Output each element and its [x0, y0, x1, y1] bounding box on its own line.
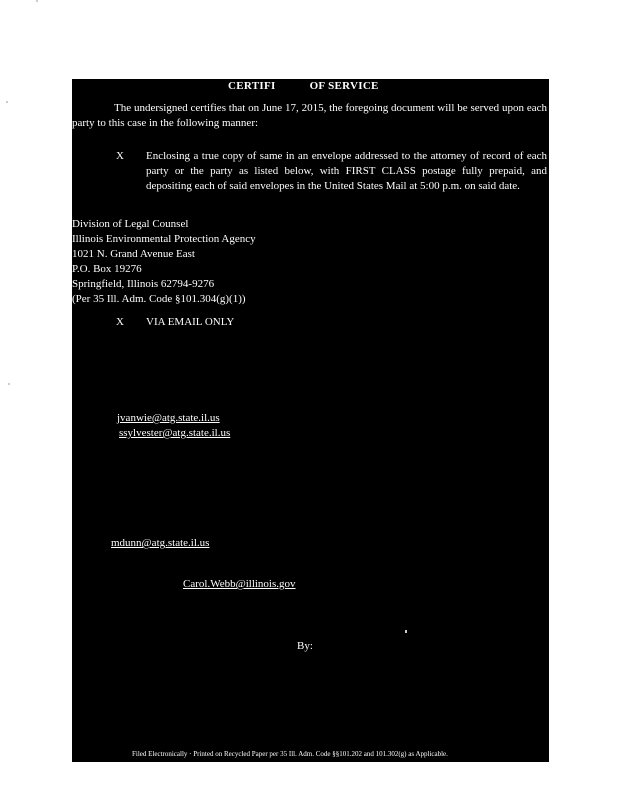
title-part-1: CERTIFI — [228, 80, 276, 92]
email-link[interactable]: jvanwie@atg.state.il.us — [117, 412, 220, 424]
address-line: 1021 N. Grand Avenue East — [72, 248, 195, 260]
mail-method-mark: X — [116, 150, 124, 162]
title-part-2: OF SERVICE — [309, 80, 379, 92]
scan-mark — [405, 630, 407, 633]
address-line: P.O. Box 19276 — [72, 263, 142, 275]
footer-note: Filed Electronically · Printed on Recycled Paper per 35 Ill. Adm. Code §§101.202 and 101.302(g) as Applicable. — [132, 750, 448, 758]
signature-by-label: By: — [297, 640, 313, 652]
email-link[interactable]: ssylvester@atg.state.il.us — [119, 427, 231, 439]
email-method-mark: X — [116, 316, 124, 328]
document-title — [228, 79, 379, 93]
email-link[interactable]: Carol.Webb@illinois.gov — [183, 578, 296, 590]
scan-speck — [6, 101, 8, 103]
address-line: Illinois Environmental Protection Agency — [72, 233, 256, 245]
certificate-of-service-page — [72, 79, 549, 762]
email-method-text: VIA EMAIL ONLY — [146, 316, 235, 328]
intro-paragraph: The undersigned certifies that on June 17, 2015, the foregoing document will be served upon each party to this case in the following manner: — [72, 102, 547, 129]
scan-speck — [8, 383, 10, 385]
recipient-address — [72, 217, 372, 307]
mail-method-text: Enclosing a true copy of same in an envelope addressed to the attorney of record of each party or the party as listed below, with FIRST CLASS postage fully prepaid, and depositing each of said envelopes in the United States Mail at 5:00 p.m. on said date. — [146, 150, 547, 192]
address-line: Springfield, Illinois 62794-9276 — [72, 278, 215, 290]
address-line: (Per 35 Ill. Adm. Code §101.304(g)(1)) — [72, 293, 246, 305]
scan-speck — [36, 0, 38, 2]
email-link[interactable]: mdunn@atg.state.il.us — [111, 537, 210, 549]
address-line: Division of Legal Counsel — [72, 218, 189, 230]
